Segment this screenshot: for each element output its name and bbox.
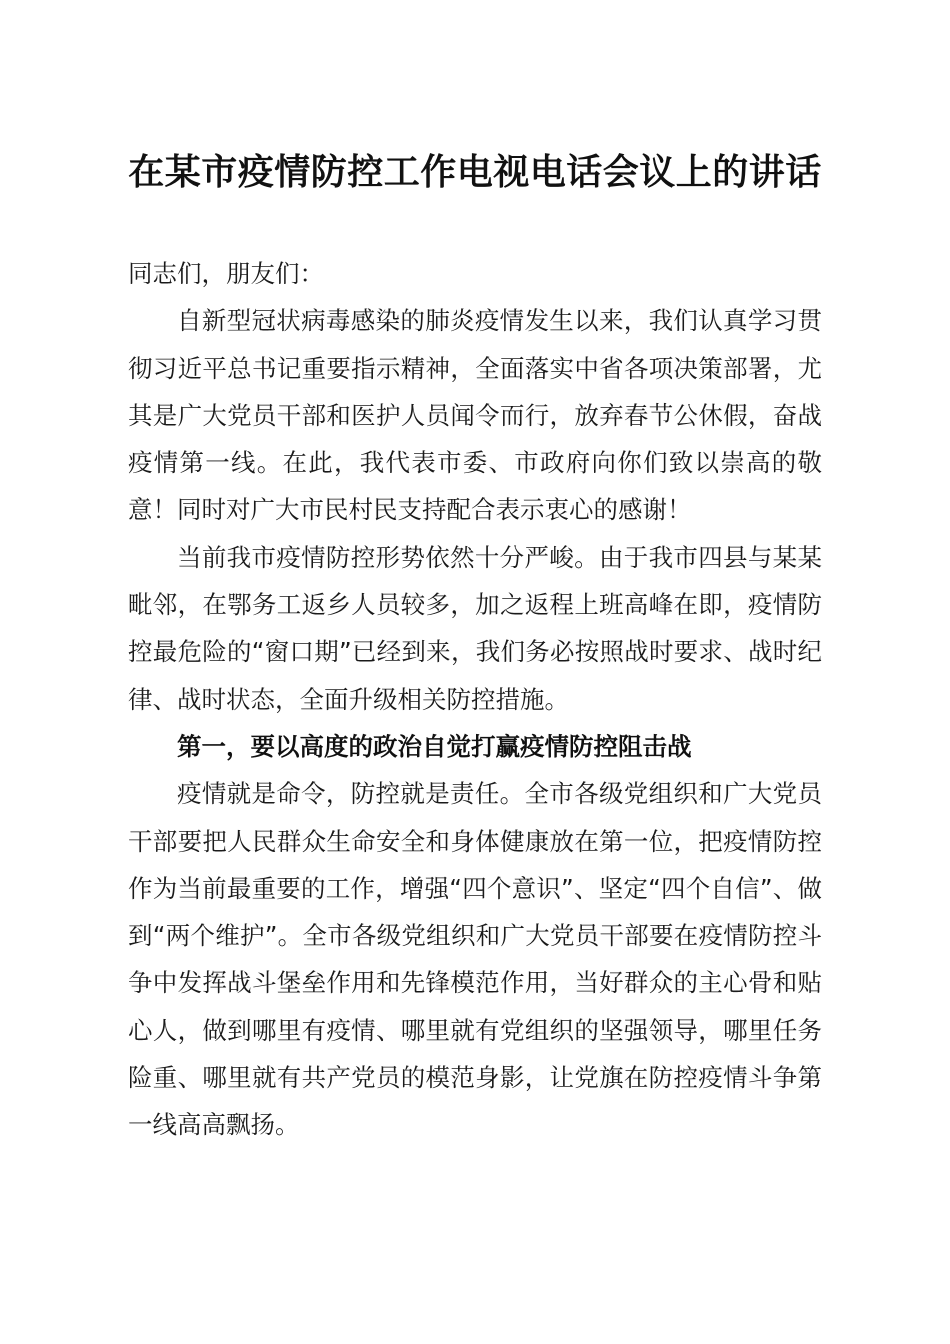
situation-paragraph: 当前我市疫情防控形势依然十分严峻。由于我市四县与某某毗邻，在鄂务工返乡人员较多，加之返程上班高峰在即，疫情防控最危险的“窗口期”已经到来，我们务必按照战时要求、战时纪律、战时状态，全面升级相关防控措施。 xyxy=(128,542,822,714)
document-body xyxy=(128,250,822,1149)
document-title: 在某市疫情防控工作电视电话会议上的讲话 xyxy=(128,151,822,193)
intro-paragraph: 自新型冠状病毒感染的肺炎疫情发生以来，我们认真学习贯彻习近平总书记重要指示精神，全面落实中省各项决策部署，尤其是广大党员干部和医护人员闻令而行，放弃春节公休假，奋战疫情第一线。在此，我代表市委、市政府向你们致以崇高的敬意！同时对广大市民村民支持配合表示衷心的感谢！ xyxy=(128,306,822,525)
section-paragraph: 疫情就是命令，防控就是责任。全市各级党组织和广大党员干部要把人民群众生命安全和身体健康放在第一位，把疫情防控作为当前最重要的工作，增强“四个意识”、坚定“四个自信”、做到“两个维护”。全市各级党组织和广大党员干部要在疫情防控斗争中发挥战斗堡垒作用和先锋模范作用，当好群众的主心骨和贴心人，做到哪里有疫情、哪里就有党组织的坚强领导，哪里任务险重、哪里就有共产党员的模范身影，让党旗在防控疫情斗争第一线高高飘扬。 xyxy=(128,779,822,1140)
salutation: 同志们，朋友们： xyxy=(128,259,324,288)
section-heading: 第一，要以高度的政治自觉打赢疫情防控阻击战 xyxy=(177,731,692,761)
